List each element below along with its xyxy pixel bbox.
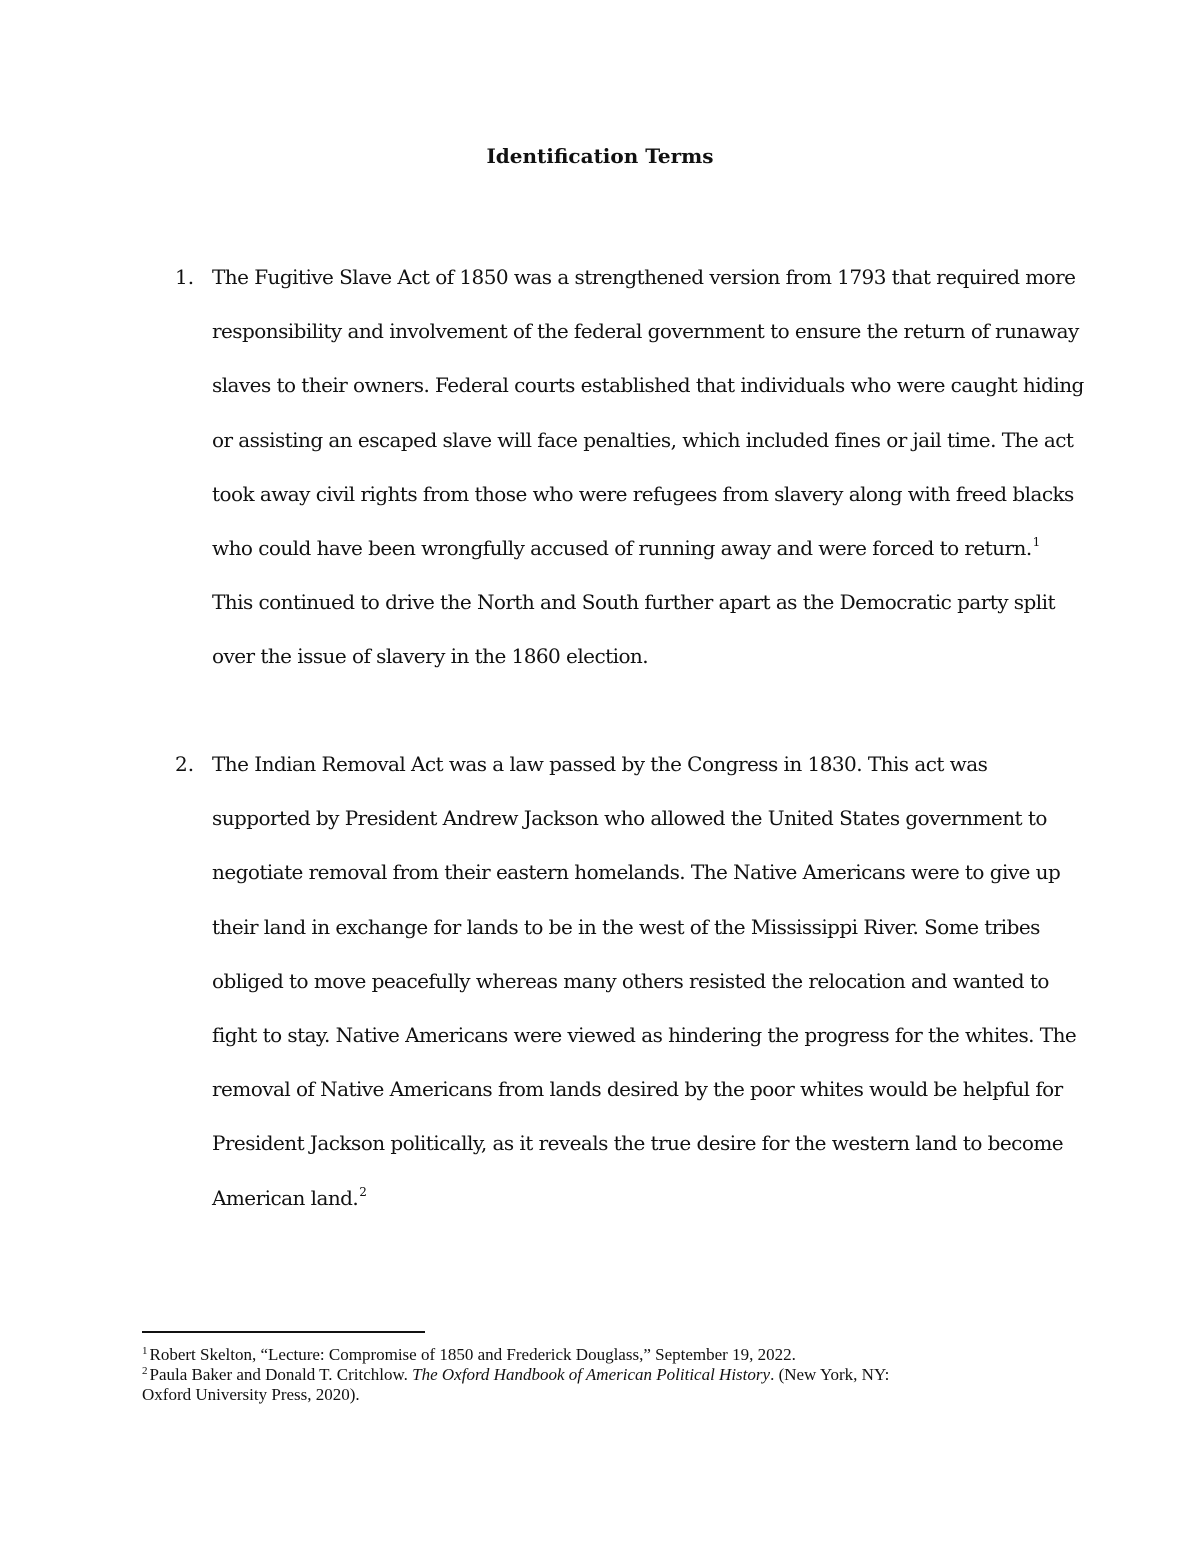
text-line: slaves to their owners. Federal courts established that individuals who were caught hiding: [212, 373, 1084, 398]
list-item-2: [175, 737, 1075, 1225]
footnote-text: . (New York, NY:: [770, 1365, 890, 1384]
text-line: who could have been wrongfully accused of running away and were forced to return.: [212, 535, 1032, 560]
text-line: or assisting an escaped slave will face penalties, which included fines or jail time. The act: [212, 427, 1074, 452]
text-line: supported by President Andrew Jackson who allowed the United States government to: [212, 806, 1047, 831]
footnote-separator: [142, 1331, 425, 1333]
footnote-marker: 1: [142, 1345, 148, 1357]
text-line: This continued to drive the North and South further apart as the Democratic party split: [212, 590, 1055, 615]
text-line: responsibility and involvement of the federal government to ensure the return of runaway: [212, 319, 1079, 344]
footnotes: [142, 1345, 1062, 1405]
footnote-2-continued: [142, 1385, 1062, 1405]
text-line: President Jackson politically, as it reveals the true desire for the western land to become: [212, 1131, 1064, 1156]
list-item-text: [212, 737, 1075, 1225]
footnote-2: [142, 1365, 1062, 1385]
text-line: removal of Native Americans from lands desired by the poor whites would be helpful for: [212, 1077, 1063, 1102]
list-item-number: 2.: [175, 752, 195, 776]
footnote-reference-2[interactable]: 2: [359, 1184, 367, 1199]
text-line: The Fugitive Slave Act of 1850 was a strengthened version from 1793 that required more: [212, 265, 1076, 289]
footnote-text: Robert Skelton, “Lecture: Compromise of 1850 and Frederick Douglass,” September 19, 2022.: [149, 1345, 796, 1364]
text-line: their land in exchange for lands to be in the west of the Mississippi River. Some tribes: [212, 914, 1040, 939]
text-line-with-footnote: [212, 521, 1075, 575]
list-item-number: 1.: [175, 265, 195, 289]
footnote-text: Paula Baker and Donald T. Critchlow.: [149, 1365, 413, 1384]
text-line: The Indian Removal Act was a law passed by the Congress in 1830. This act was: [212, 752, 988, 776]
page-title: Identification Terms: [486, 144, 714, 168]
footnote-marker: 2: [142, 1365, 148, 1377]
text-line: negotiate removal from their eastern homelands. The Native Americans were to give up: [212, 860, 1061, 885]
text-line: obliged to move peacefully whereas many others resisted the relocation and wanted to: [212, 968, 1049, 993]
text-line: fight to stay. Native Americans were viewed as hindering the progress for the whites. The: [212, 1022, 1077, 1047]
footnote-1: [142, 1345, 1062, 1365]
text-line: American land.: [212, 1185, 359, 1210]
footnote-reference-1[interactable]: 1: [1032, 534, 1040, 549]
list-item-text: [212, 250, 1084, 684]
text-line-with-footnote: [212, 1171, 1075, 1225]
text-line: took away civil rights from those who were refugees from slavery along with freed blacks: [212, 481, 1074, 506]
footnote-text: Oxford University Press, 2020).: [142, 1385, 360, 1404]
list-item-1: [175, 250, 1084, 684]
footnote-book-title: The Oxford Handbook of American Political History: [412, 1365, 771, 1384]
text-line: over the issue of slavery in the 1860 election.: [212, 644, 649, 669]
